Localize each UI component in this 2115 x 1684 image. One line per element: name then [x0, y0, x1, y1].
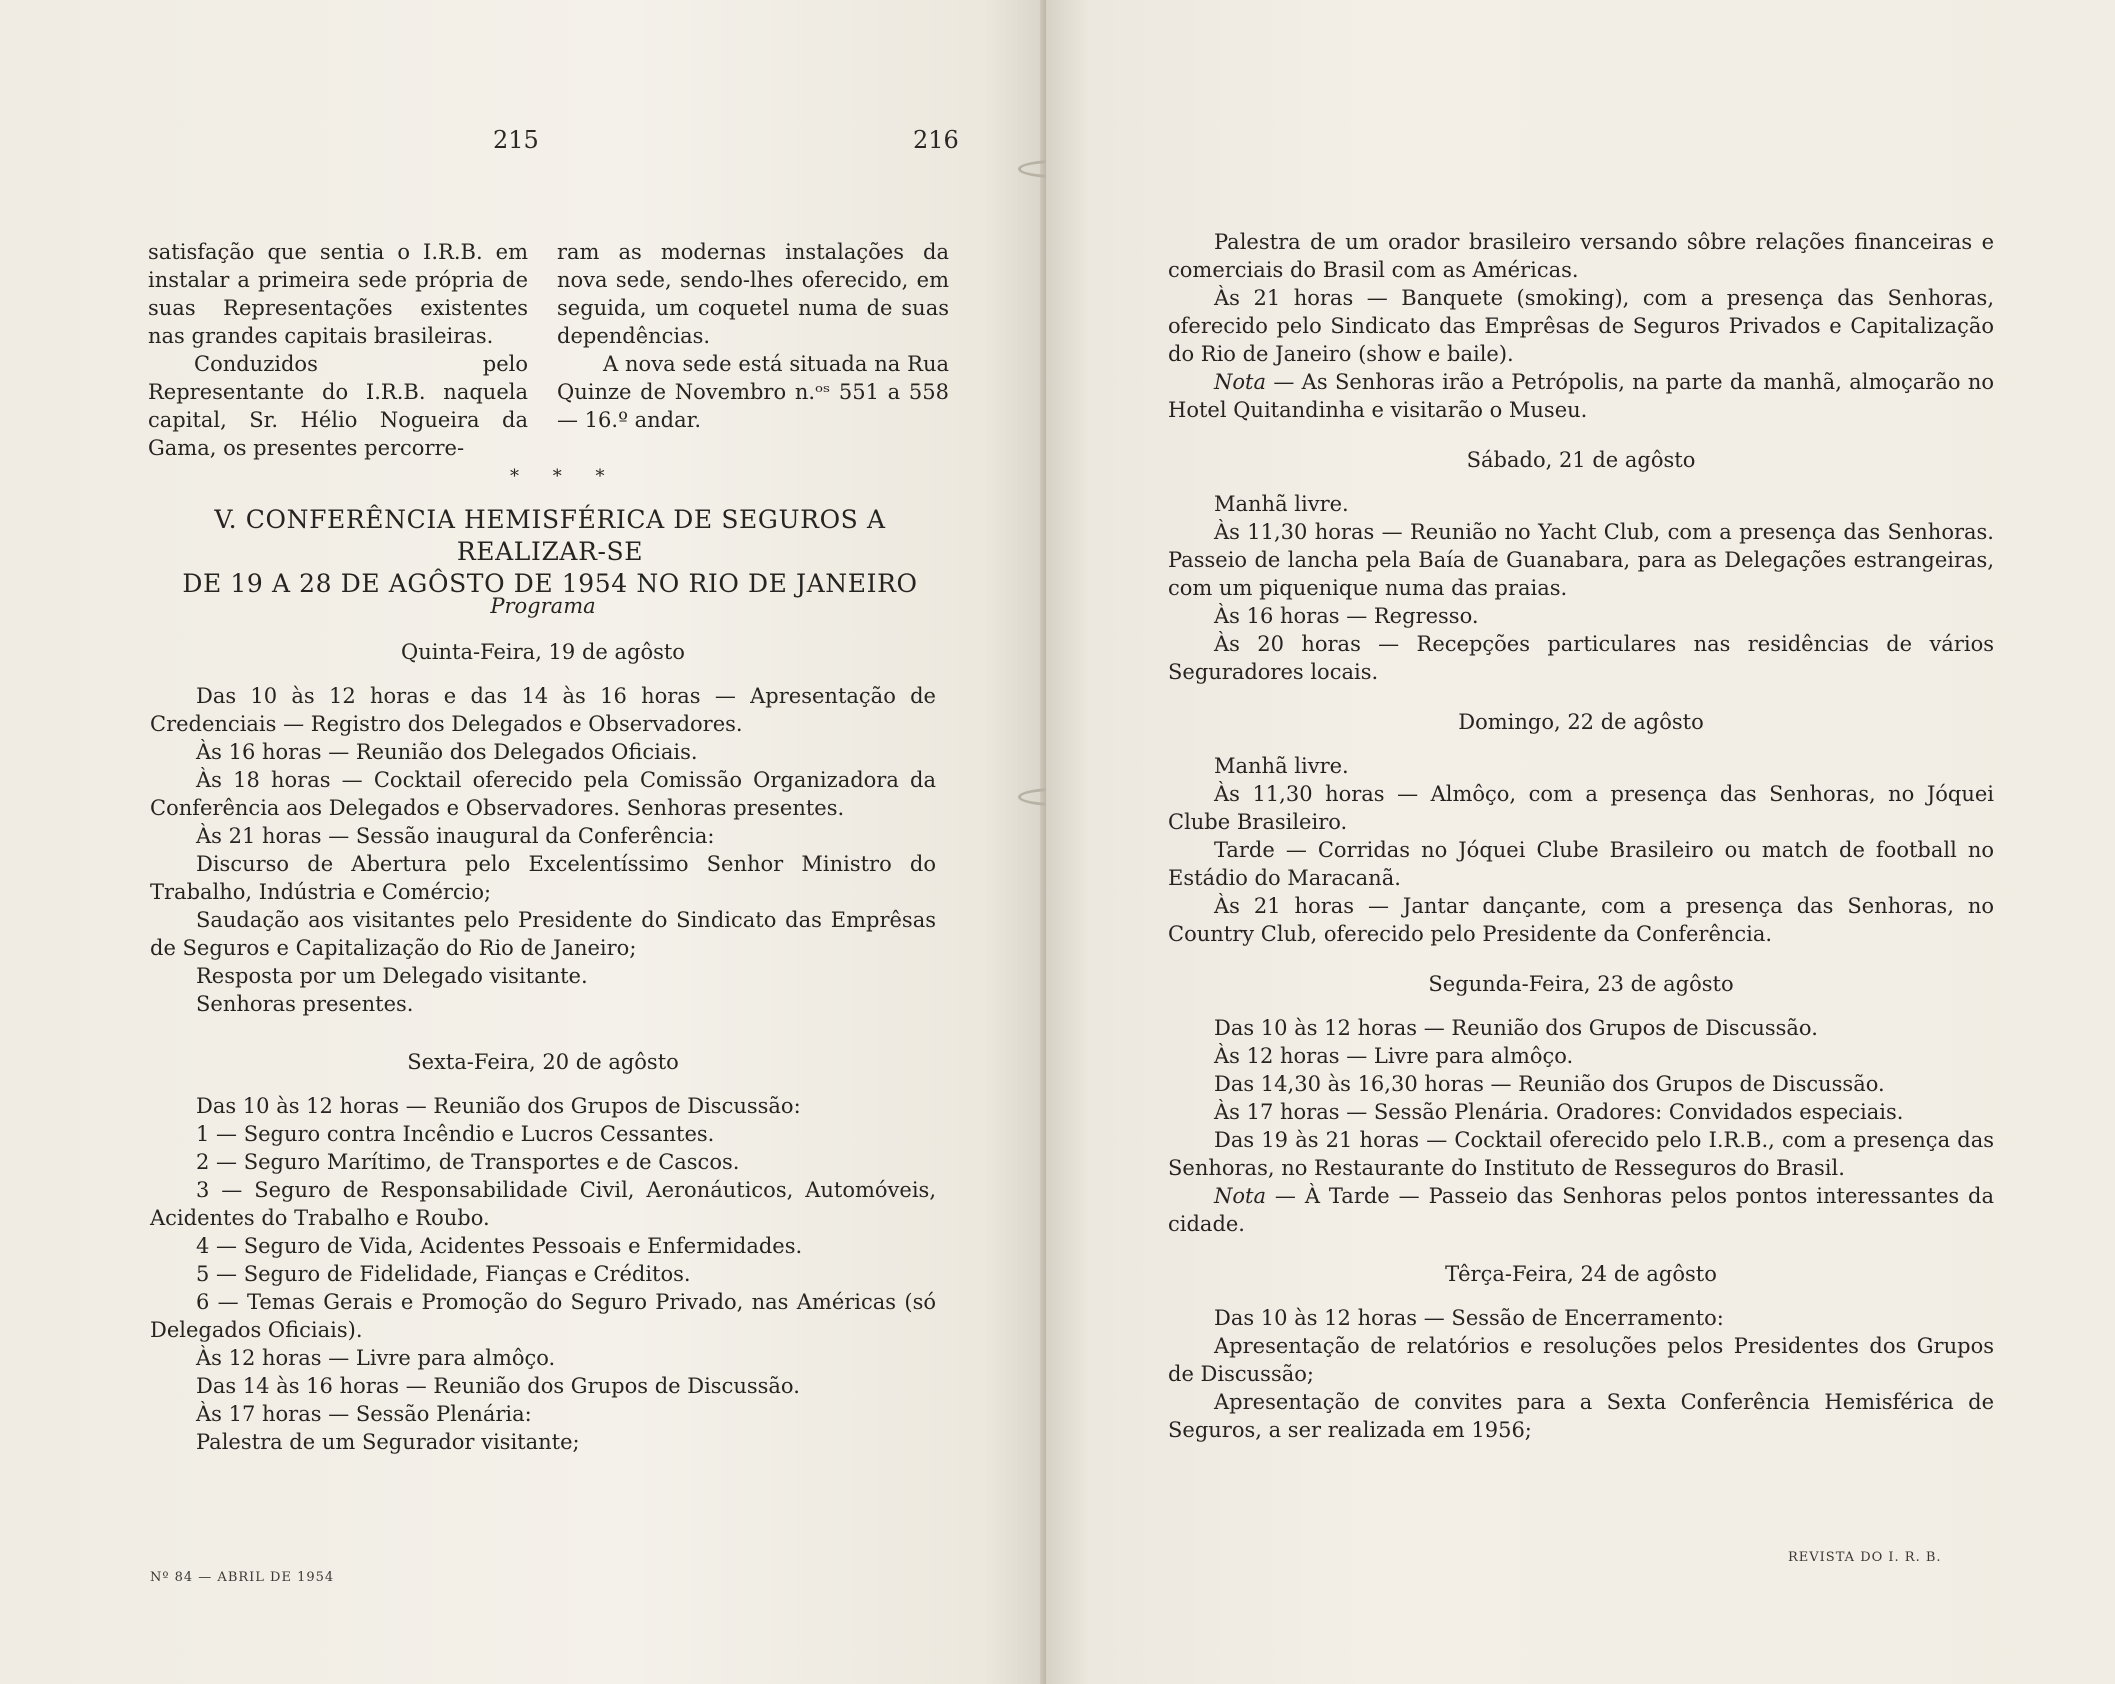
- schedule-item: Às 18 horas — Cocktail oferecido pela Comissão Organizadora da Conferência aos Delegados e Observadores. Senhoras presentes.: [150, 768, 936, 820]
- paragraph: ram as modernas instalações da nova sede, sendo-lhes oferecido, em seguida, um coquetel numa de suas dependências.: [557, 240, 949, 348]
- paragraph: satisfação que sentia o I.R.B. em instalar a primeira sede própria de suas Representações existentes nas grandes capitais brasileiras.: [148, 240, 528, 348]
- right-page: [1046, 0, 2115, 1684]
- day-heading-friday: Sexta-Feira, 20 de agôsto: [407, 1050, 679, 1074]
- schedule-item: 2 — Seguro Marítimo, de Transportes e de Cascos.: [196, 1150, 740, 1174]
- schedule-item: Às 12 horas — Livre para almôço.: [196, 1346, 556, 1370]
- page-number-215: 215: [493, 126, 539, 154]
- schedule-item: Tarde — Corridas no Jóquei Clube Brasileiro ou match de football no Estádio do Maracanã.: [1168, 838, 1994, 890]
- note-text: — À Tarde — Passeio das Senhoras pelos pontos interessantes da cidade.: [1168, 1184, 1994, 1236]
- schedule-item: Às 21 horas — Jantar dançante, com a presença das Senhoras, no Country Club, oferecido pelo Presidente da Conferência.: [1168, 894, 1994, 946]
- schedule-item: 5 — Seguro de Fidelidade, Fianças e Créditos.: [196, 1262, 691, 1286]
- paragraph: A nova sede está situada na Rua Quinze de Novembro n.ᵒˢ 551 a 558 — 16.º andar.: [557, 352, 949, 432]
- schedule-item: Palestra de um orador brasileiro versando sôbre relações financeiras e comerciais do Brasil com as Américas.: [1168, 230, 1994, 282]
- left-column-1: [148, 238, 528, 462]
- schedule-item: Às 16 horas — Reunião dos Delegados Oficiais.: [196, 740, 698, 764]
- schedule-item: Palestra de um Segurador visitante;: [196, 1430, 580, 1454]
- schedule-item: Das 10 às 12 horas — Reunião dos Grupos de Discussão.: [1214, 1016, 1818, 1040]
- day-heading-monday: Segunda-Feira, 23 de agôsto: [1428, 972, 1734, 996]
- schedule-item: Às 17 horas — Sessão Plenária. Oradores: Convidados especiais.: [1214, 1100, 1904, 1124]
- schedule-item: 1 — Seguro contra Incêndio e Lucros Cessantes.: [196, 1122, 715, 1146]
- day-heading-thursday: Quinta-Feira, 19 de agôsto: [401, 640, 685, 664]
- program-left: [150, 592, 936, 1456]
- schedule-item: Apresentação de relatórios e resoluções pelos Presidentes dos Grupos de Discussão;: [1168, 1334, 1994, 1386]
- schedule-item: Às 11,30 horas — Reunião no Yacht Club, com a presença das Senhoras. Passeio de lancha pela Baía de Guanabara, para as Delegações estrangeiras, com um piquenique numa das praias.: [1168, 520, 1994, 600]
- schedule-item: 4 — Seguro de Vida, Acidentes Pessoais e Enfermidades.: [196, 1234, 803, 1258]
- page-footer-right: REVISTA DO I. R. B.: [1788, 1550, 1942, 1565]
- note-label: Nota: [1214, 1184, 1266, 1208]
- paragraph: Conduzidos pelo Representante do I.R.B. naquela capital, Sr. Hélio Nogueira da Gama, os presentes percorre-: [148, 352, 528, 460]
- schedule-item: Discurso de Abertura pelo Excelentíssimo Senhor Ministro do Trabalho, Indústria e Comércio;: [150, 852, 936, 904]
- schedule-item: Às 20 horas — Recepções particulares nas residências de vários Seguradores locais.: [1168, 632, 1994, 684]
- page-number-216: 216: [913, 126, 959, 154]
- schedule-item: Às 21 horas — Banquete (smoking), com a presença das Senhoras, oferecido pelo Sindicato das Emprêsas de Seguros Privados e Capitalização do Rio de Janeiro (show e baile).: [1168, 286, 1994, 366]
- heading-line-1: V. CONFERÊNCIA HEMISFÉRICA DE SEGUROS A REALIZAR-SE: [214, 505, 886, 566]
- schedule-item: Das 10 às 12 horas — Sessão de Encerramento:: [1214, 1306, 1724, 1330]
- schedule-item: Apresentação de convites para a Sexta Conferência Hemisférica de Seguros, a ser realizada em 1956;: [1168, 1390, 1994, 1442]
- schedule-item: Das 10 às 12 horas e das 14 às 16 horas — Apresentação de Credenciais — Registro dos Delegados e Observadores.: [150, 684, 936, 736]
- heading-line-2: DE 19 A 28 DE AGÔSTO DE 1954 NO RIO DE JANEIRO: [182, 569, 918, 598]
- schedule-item: Às 16 horas — Regresso.: [1214, 604, 1479, 628]
- schedule-item: Às 11,30 horas — Almôço, com a presença das Senhoras, no Jóquei Clube Brasileiro.: [1168, 782, 1994, 834]
- section-heading: [150, 504, 950, 600]
- note-label: Nota: [1214, 370, 1266, 394]
- program-title: Programa: [490, 594, 596, 618]
- schedule-item: Às 17 horas — Sessão Plenária:: [196, 1402, 532, 1426]
- schedule-item: Das 14 às 16 horas — Reunião dos Grupos de Discussão.: [196, 1374, 800, 1398]
- day-heading-saturday: Sábado, 21 de agôsto: [1466, 448, 1696, 472]
- schedule-item: Das 14,30 às 16,30 horas — Reunião dos Grupos de Discussão.: [1214, 1072, 1885, 1096]
- schedule-item: Das 19 às 21 horas — Cocktail oferecido pelo I.R.B., com a presença das Senhoras, no Restaurante do Instituto de Resseguros do Brasil.: [1168, 1128, 1994, 1180]
- schedule-item: Senhoras presentes.: [196, 992, 414, 1016]
- schedule-item: Manhã livre.: [1214, 492, 1349, 516]
- schedule-item: 3 — Seguro de Responsabilidade Civil, Aeronáuticos, Automóveis, Acidentes do Trabalho e Roubo.: [150, 1178, 936, 1230]
- schedule-item: Às 12 horas — Livre para almôço.: [1214, 1044, 1574, 1068]
- note: [1168, 368, 1994, 424]
- section-separator: * * *: [510, 466, 619, 487]
- note: [1168, 1182, 1994, 1238]
- page-footer-left: Nº 84 — ABRIL DE 1954: [150, 1570, 335, 1585]
- schedule-item: 6 — Temas Gerais e Promoção do Seguro Privado, nas Américas (só Delegados Oficiais).: [150, 1290, 936, 1342]
- left-column-2: [557, 238, 949, 434]
- schedule-item: Saudação aos visitantes pelo Presidente do Sindicato das Emprêsas de Seguros e Capitalização do Rio de Janeiro;: [150, 908, 936, 960]
- left-page: [0, 0, 1046, 1684]
- day-heading-sunday: Domingo, 22 de agôsto: [1458, 710, 1704, 734]
- note-text: — As Senhoras irão a Petrópolis, na parte da manhã, almoçarão no Hotel Quitandinha e visitarão o Museu.: [1168, 370, 1994, 422]
- schedule-item: Manhã livre.: [1214, 754, 1349, 778]
- day-heading-tuesday: Têrça-Feira, 24 de agôsto: [1445, 1262, 1717, 1286]
- schedule-item: Das 10 às 12 horas — Reunião dos Grupos de Discussão:: [196, 1094, 801, 1118]
- schedule-item: Resposta por um Delegado visitante.: [196, 964, 588, 988]
- schedule-item: Às 21 horas — Sessão inaugural da Conferência:: [196, 824, 715, 848]
- program-right: [1168, 228, 1994, 1444]
